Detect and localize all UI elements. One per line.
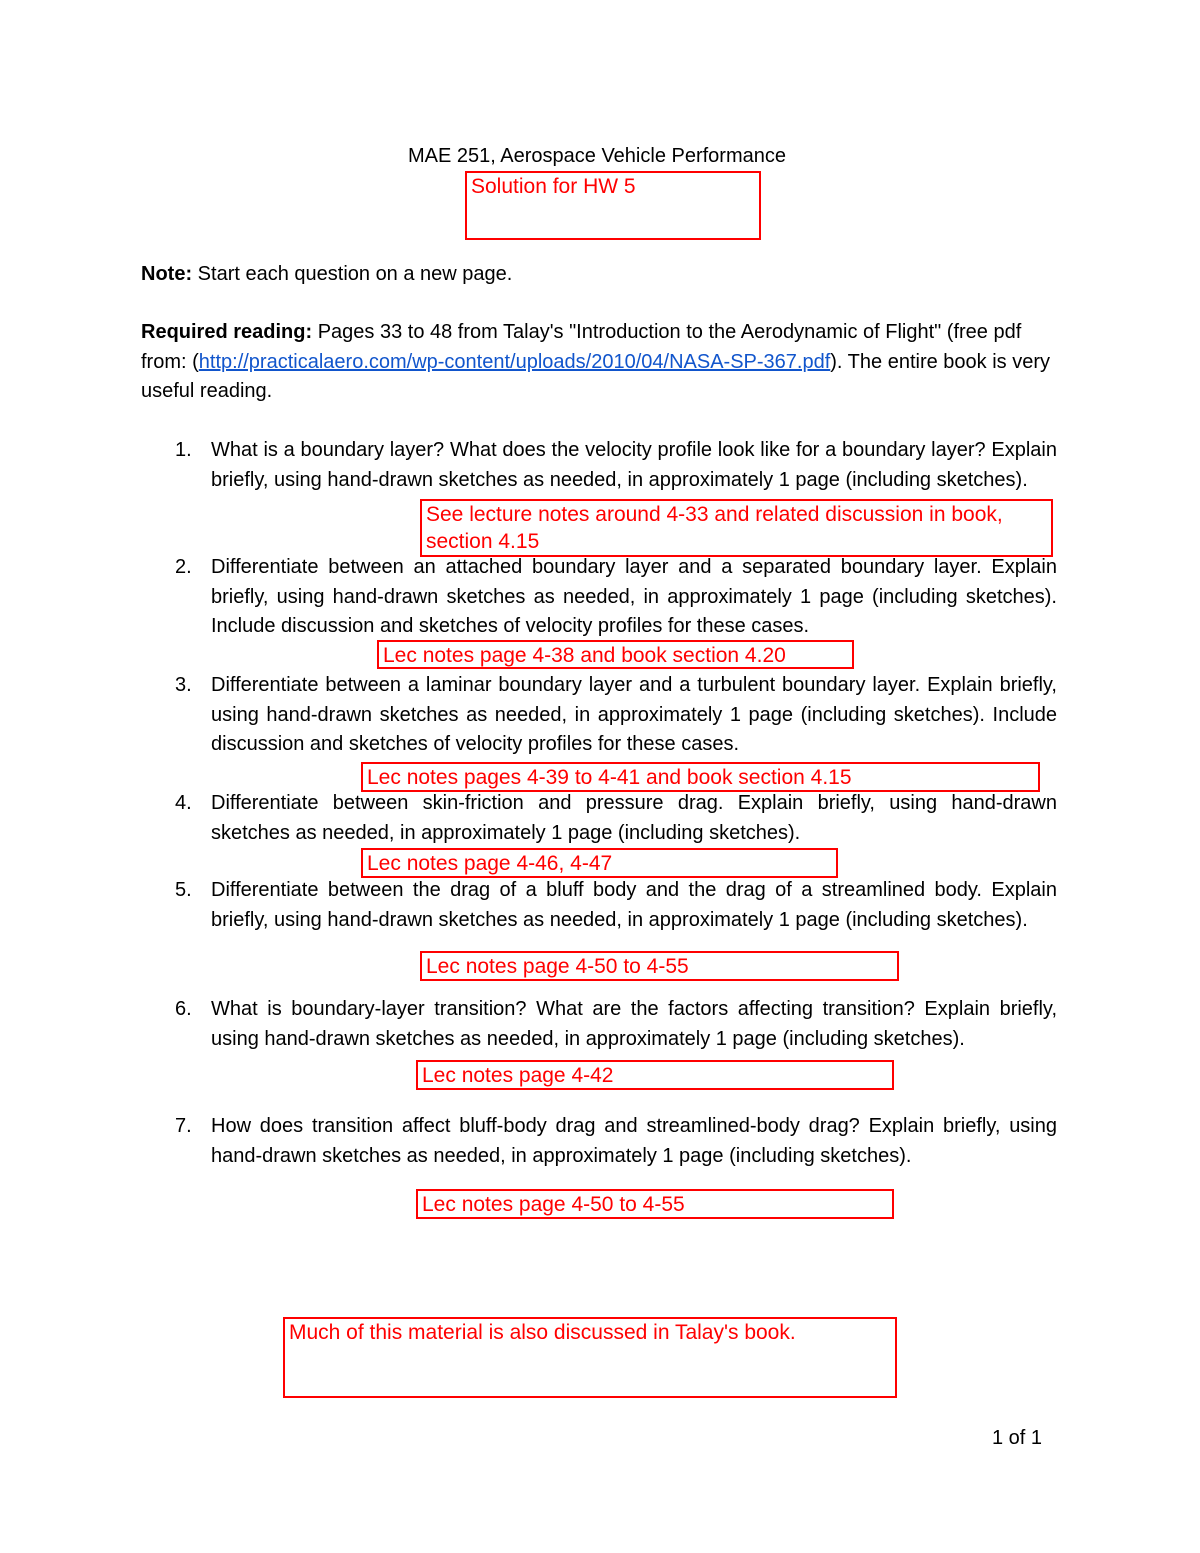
answer-box — [420, 499, 1053, 557]
answer-text: Lec notes pages 4-39 to 4-41 and book section 4.15 — [367, 766, 852, 789]
required-reading-paragraph — [141, 318, 1057, 407]
answer-box — [361, 762, 1040, 792]
required-reading-text-after: ). The entire book is very useful reading. — [141, 350, 1050, 402]
question-number: 2. — [175, 556, 192, 578]
answer-box — [361, 848, 838, 878]
question-text: Differentiate between a laminar boundary layer and a turbulent boundary layer. Explain briefly, using hand-drawn sketches as needed, in approximately 1 page (including sketches). Include discussion and sketches of velocity profiles for these cases. — [211, 674, 1057, 755]
answer-text: Lec notes page 4-50 to 4-55 — [426, 955, 689, 978]
question-text: Differentiate between the drag of a bluff body and the drag of a streamlined body. Explain briefly, using hand-drawn sketches as needed, in approximately 1 page (including sketches). — [211, 879, 1057, 931]
question-text: What is a boundary layer? What does the velocity profile look like for a boundary layer? Explain briefly, using hand-drawn sketches as needed, in approximately 1 page (including sketches). — [211, 439, 1057, 491]
question-number: 1. — [175, 439, 192, 461]
required-reading-text: Pages 33 to 48 from Talay's "Introduction to the Aerodynamic of Flight" (free pdf from: ( — [141, 321, 1022, 373]
closing-note-text: Much of this material is also discussed in Talay's book. — [289, 1321, 796, 1344]
document-title: MAE 251, Aerospace Vehicle Performance — [408, 145, 786, 167]
note-paragraph — [141, 260, 1057, 290]
required-reading-label: Required reading: — [141, 321, 313, 343]
question-text: How does transition affect bluff-body drag and streamlined-body drag? Explain briefly, using hand-drawn sketches as needed, in approximately 1 page (including sketches). — [211, 1115, 1057, 1167]
question-number: 7. — [175, 1115, 192, 1137]
question-text: What is boundary-layer transition? What are the factors affecting transition? Explain briefly, using hand-drawn sketches as needed, in approximately 1 page (including sketches). — [211, 998, 1057, 1050]
answer-box — [377, 640, 854, 669]
page-number: 1 of 1 — [991, 1427, 1042, 1449]
answer-text: Lec notes page 4-42 — [422, 1064, 614, 1087]
question-text: Differentiate between skin-friction and pressure drag. Explain briefly, using hand-drawn sketches as needed, in approximately 1 page (including sketches). — [211, 792, 1057, 844]
solution-label: Solution for HW 5 — [471, 175, 636, 198]
reading-link[interactable]: http://practicalaero.com/wp-content/uploads/2010/04/NASA-SP-367.pdf — [198, 350, 831, 373]
question-text: Differentiate between an attached boundary layer and a separated boundary layer. Explain briefly, using hand-drawn sketches as needed, in approximately 1 page (including sketches). Include discussion and sketches of velocity profiles for these cases. — [211, 556, 1057, 637]
answer-box — [416, 1189, 894, 1219]
question-number: 4. — [175, 792, 192, 814]
answer-text: Lec notes page 4-38 and book section 4.20 — [383, 644, 786, 667]
answer-text: Lec notes page 4-46, 4-47 — [367, 852, 613, 875]
note-text: Start each question on a new page. — [197, 263, 513, 285]
question-number: 3. — [175, 674, 192, 696]
answer-box — [420, 951, 899, 981]
closing-note-box — [283, 1317, 897, 1398]
answer-text: See lecture notes around 4-33 and related discussion in book, section 4.15 — [426, 503, 1003, 553]
question-number: 6. — [175, 998, 192, 1020]
answer-text: Lec notes page 4-50 to 4-55 — [422, 1193, 685, 1216]
answer-box — [416, 1060, 894, 1090]
note-label: Note: — [141, 263, 193, 285]
solution-label-box — [465, 171, 761, 240]
question-number: 5. — [175, 879, 192, 901]
